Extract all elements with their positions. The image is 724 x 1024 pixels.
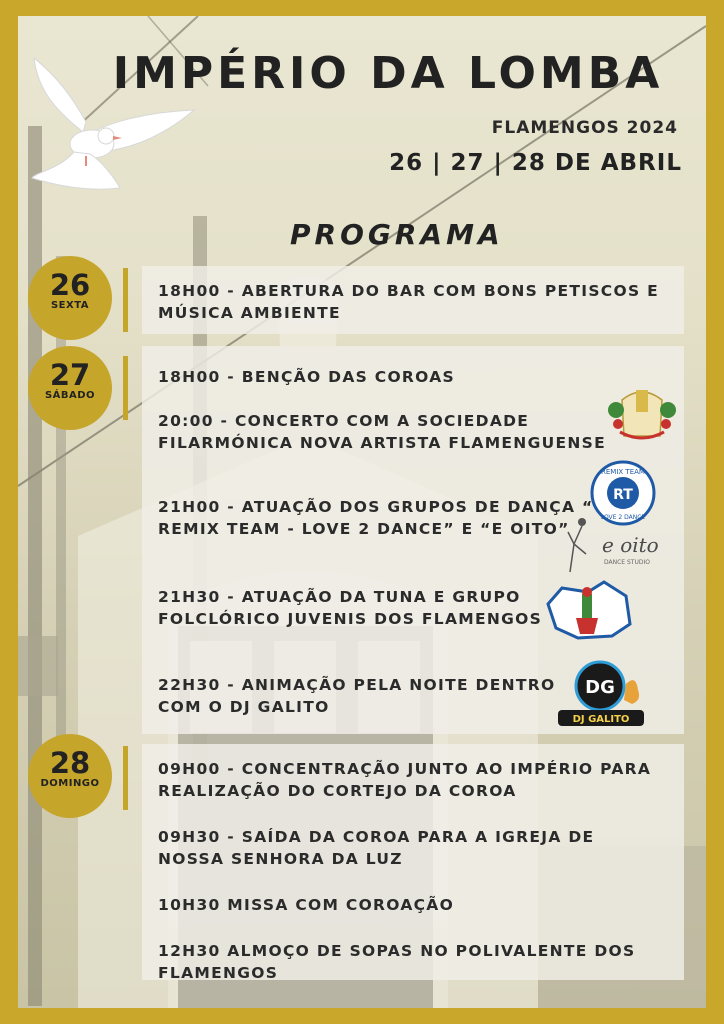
event-line: 21H00 - ATUAÇÃO DOS GRUPOS DE DANÇA “ <box>158 498 594 516</box>
e-oito-name: e oito <box>602 533 659 557</box>
event-line: COM O DJ GALITO <box>158 698 330 716</box>
event-line: 12H30 ALMOÇO DE SOPAS NO POLIVALENTE DOS <box>158 942 636 960</box>
event-subtitle: FLAMENGOS 2024 <box>491 118 678 138</box>
day-number: 26 <box>49 268 91 302</box>
event-item <box>158 940 635 984</box>
event-item <box>158 894 454 916</box>
event-item <box>158 826 594 870</box>
event-item <box>158 366 455 388</box>
dj-galito-logo <box>556 656 646 730</box>
day-badge-27 <box>28 346 112 430</box>
day-badge-26 <box>28 256 112 340</box>
event-item <box>158 758 651 802</box>
folclorico-map-logo <box>542 578 634 642</box>
event-line: REMIX TEAM - LOVE 2 DANCE” E “E OITO” <box>158 520 570 538</box>
event-line: 10H30 MISSA COM COROAÇÃO <box>158 896 455 914</box>
dj-galito-label: DJ GALITO <box>572 714 630 725</box>
event-item <box>158 496 593 540</box>
event-line: 21H30 - ATUAÇÃO DA TUNA E GRUPO <box>158 588 521 606</box>
remix-team-monogram: RT <box>613 487 633 503</box>
event-line: 09H30 - SAÍDA DA COROA PARA A IGREJA DE <box>158 828 595 846</box>
day-weekday: DOMINGO <box>40 778 100 789</box>
event-line: 18H00 - BENÇÃO DAS COROAS <box>158 368 455 386</box>
event-line: MÚSICA AMBIENTE <box>158 304 341 322</box>
day-weekday: SEXTA <box>50 300 90 311</box>
section-title: PROGRAMA <box>290 218 504 251</box>
day-divider <box>123 356 128 420</box>
event-line: 18H00 - ABERTURA DO BAR COM BONS PETISCOS E <box>158 282 659 300</box>
event-line: NOSSA SENHORA DA LUZ <box>158 850 403 868</box>
e-oito-logo <box>558 514 662 576</box>
dj-galito-monogram: DG <box>585 677 615 698</box>
event-line: 09H00 - CONCENTRAÇÃO JUNTO AO IMPÉRIO PARA <box>158 760 652 778</box>
event-item <box>158 586 542 630</box>
day-number: 28 <box>49 746 91 780</box>
event-line: 22H30 - ANIMAÇÃO PELA NOITE DENTRO <box>158 676 556 694</box>
day-weekday: SÁBADO <box>44 390 96 401</box>
remix-team-top-text: REMIX TEAM <box>601 468 645 476</box>
event-item <box>158 280 659 324</box>
event-line: FLAMENGOS <box>158 964 279 982</box>
event-line: FOLCLÓRICO JUVENIS DOS FLAMENGOS <box>158 610 543 628</box>
day-divider <box>123 268 128 332</box>
day-divider <box>123 746 128 810</box>
day-number: 27 <box>49 358 91 392</box>
filarmonica-crest-logo <box>604 380 680 444</box>
event-item <box>158 410 606 454</box>
remix-team-bottom-text: LOVE 2 DANCE <box>600 514 646 521</box>
event-dates: 26 | 27 | 28 DE ABRIL <box>389 150 682 176</box>
page-title: IMPÉRIO DA LOMBA <box>112 48 664 99</box>
event-line: 20:00 - CONCERTO COM A SOCIEDADE <box>158 412 530 430</box>
day-badge-28 <box>28 734 112 818</box>
event-line: FILARMÓNICA NOVA ARTISTA FLAMENGUENSE <box>158 434 607 452</box>
event-line: REALIZAÇÃO DO CORTEJO DA COROA <box>158 782 517 800</box>
e-oito-tag: DANCE STUDIO <box>604 559 650 566</box>
event-item <box>158 674 555 718</box>
